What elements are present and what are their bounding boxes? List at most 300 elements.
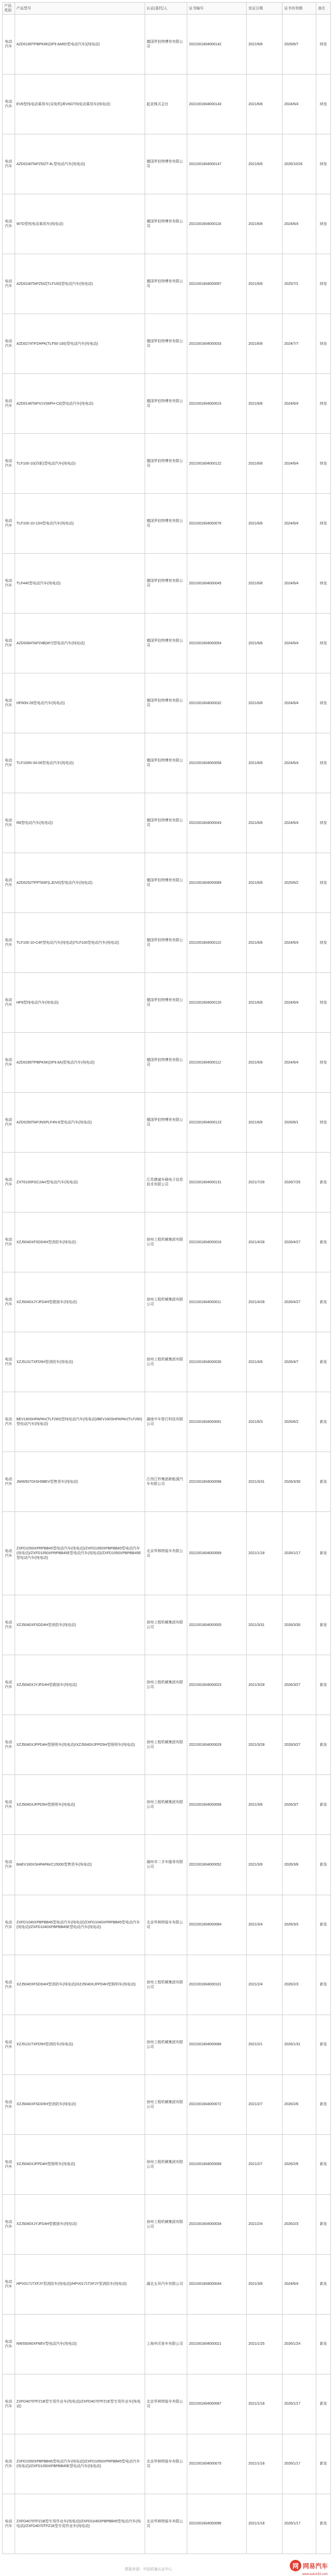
table-row (3, 1332, 331, 1392)
row-issue-date: 2021/3/9 (247, 1835, 283, 1895)
row-issue-date: 2021/6/8 (247, 494, 283, 554)
row-issue-date: 2021/2/7 (247, 2134, 283, 2194)
row-company: 德国罗伯特博世有限公司 (145, 1093, 187, 1153)
row-model: ZXFD1040XPBPBB45型电动汽车(纯电动)/ZXFD1040XPRPBB45型电动汽车(纯电动)/ZXFD1040XPBPBB45E型电动汽车(纯电动) (15, 1895, 145, 1955)
row-expire-date: 2024/6/4 (283, 2254, 316, 2314)
row-company: 徐州工程机械集团有限公司 (145, 2074, 187, 2134)
table-row (3, 1895, 331, 1955)
row-model: XZJ5040XJYJFD4H型救援车(纯电动) (15, 1655, 145, 1715)
row-model: BEV160SHPAPAV(TLF260)型纯电动汽车(纯电动)/BEV160SHPAPAV(TLF260)型电动汽车(纯电动) (15, 1392, 145, 1452)
row-model: AZD0084TAPZ4B(W7)型电动汽车(纯电动) (15, 614, 145, 673)
row-certificate: 2021001604000045 (187, 554, 247, 614)
row-category: 电动汽车 (3, 1512, 15, 1595)
brand-url: www.auto163.com (302, 2573, 328, 2576)
table-row (3, 374, 331, 434)
row-remark: 新发 (316, 2015, 331, 2074)
row-remark: 续发 (316, 554, 331, 614)
row-expire-date: 2026/3/7 (283, 1775, 316, 1835)
row-company: 德国罗伯特博世有限公司 (145, 973, 187, 1033)
row-certificate: 2021001604000096 (187, 2494, 247, 2554)
row-category: 电动汽车 (3, 2314, 15, 2374)
table-row (3, 1835, 331, 1895)
row-model: TLF100-10(四驱)型电动汽车(纯电动) (15, 434, 145, 494)
row-issue-date: 2021/6/8 (247, 614, 283, 673)
row-remark: 续发 (316, 494, 331, 554)
table-row (3, 1655, 331, 1715)
row-category: 电动汽车 (3, 1093, 15, 1153)
row-certificate: 2021001604000016 (187, 1212, 247, 1272)
row-expire-date: 2024/6/4 (283, 434, 316, 494)
row-certificate: 2021001604000029 (187, 1715, 247, 1775)
row-certificate: 2021001604000023 (187, 1655, 247, 1715)
row-company: 起亚株式会社 (145, 74, 187, 134)
row-model: HPV0171TXFJY型消防车(纯电动)/HPV0171TXFJY型消防车(纯电动) (15, 2254, 145, 2314)
row-category: 电动汽车 (3, 853, 15, 913)
table-row (3, 2374, 331, 2434)
row-company: 徐州工程机械集团有限公司 (145, 1955, 187, 2015)
row-category: 电动汽车 (3, 2134, 15, 2194)
row-model: XZJ5040XFSDD5H型消防车(纯电动) (15, 2074, 145, 2134)
table-row (3, 15, 331, 74)
row-certificate: 2021001604000030 (187, 1332, 247, 1392)
row-expire-date: 2026/3/27 (283, 1715, 316, 1775)
row-company: 上海申沃客车有限公司 (145, 2314, 187, 2374)
row-model: ZXFD1050XPBPBB45型电动汽车(纯电动)/ZXFD1050XPRPBB45型电动汽车(纯电动)/ZXFD1050XPBPBB45E型电动汽车(纯电动) (15, 2434, 145, 2494)
table-row (3, 2494, 331, 2554)
header-expire-date: 证书有效期 (283, 3, 316, 15)
table-row (3, 1595, 331, 1655)
row-remark: 新发 (316, 1452, 331, 1512)
row-model: AZD0260TAPJNSPLF4N-6型电动汽车(纯电动) (15, 1093, 145, 1153)
row-category: 电动汽车 (3, 733, 15, 793)
table-row (3, 494, 331, 554)
table-row (3, 1212, 331, 1272)
row-certificate: 2021001604000142 (187, 15, 247, 74)
row-expire-date: 2026/2/3 (283, 1955, 316, 2015)
row-company: 徐州工程机械集团有限公司 (145, 1332, 187, 1392)
row-certificate: 2021001604000043 (187, 793, 247, 853)
row-category: 电动汽车 (3, 254, 15, 314)
row-issue-date: 2021/3/4 (247, 1895, 283, 1955)
row-expire-date: 2024/6/4 (283, 673, 316, 733)
row-category: 电动汽车 (3, 2194, 15, 2254)
table-row (3, 2134, 331, 2194)
row-model: AZD0240TAPZ5IZT-4L型电动汽车(纯电动) (15, 134, 145, 194)
header-certificate: 证书编号 (187, 3, 247, 15)
row-expire-date: 2026/6/1 (283, 1093, 316, 1153)
row-certificate: 2021001604000098 (187, 1452, 247, 1512)
row-expire-date: 2025/6/2 (283, 853, 316, 913)
row-model: XZJ5040XFSDD4H型消防车(纯电动) (15, 1595, 145, 1655)
row-expire-date: 2026/1/31 (283, 2015, 316, 2074)
row-issue-date: 2021/6/8 (247, 374, 283, 434)
row-category: 电动汽车 (3, 1655, 15, 1715)
row-expire-date: 2026/3/3 (283, 1895, 316, 1955)
row-remark: 新发 (316, 1715, 331, 1775)
row-category: 电动汽车 (3, 973, 15, 1033)
row-issue-date: 2021/6/8 (247, 314, 283, 374)
row-issue-date: 2021/6/8 (247, 913, 283, 973)
row-category: 电动汽车 (3, 1835, 15, 1895)
row-company: 德国罗伯特博世有限公司 (145, 254, 187, 314)
row-remark: 新发 (316, 1835, 331, 1895)
row-expire-date: 2024/6/4 (283, 973, 316, 1033)
row-issue-date: 2021/6/8 (247, 254, 283, 314)
row-remark: 续发 (316, 793, 331, 853)
header-category: 产品类别 (3, 3, 15, 15)
row-expire-date: 2026/3/30 (283, 1452, 316, 1512)
row-model: XZJ5040XFSDD4H型消防车(纯电动) (15, 1212, 145, 1272)
row-issue-date: 2021/3/8 (247, 1775, 283, 1835)
row-certificate: 2021001604000005 (187, 1595, 247, 1655)
row-expire-date: 2026/7/25 (283, 1153, 316, 1212)
row-issue-date: 2021/6/8 (247, 1033, 283, 1093)
table-row (3, 2194, 331, 2254)
row-issue-date: 2021/6/8 (247, 15, 283, 74)
row-category: 电动汽车 (3, 15, 15, 74)
row-category: 电动汽车 (3, 1775, 15, 1835)
row-remark: 新发 (316, 2254, 331, 2314)
row-certificate: 2021001604000075 (187, 2434, 247, 2494)
row-category: 电动汽车 (3, 1715, 15, 1775)
row-expire-date: 2026/4/27 (283, 1272, 316, 1332)
header-model: 产品型号 (15, 3, 145, 15)
row-company: 徐州工程机械集团有限公司 (145, 2194, 187, 2254)
row-category: 电动汽车 (3, 134, 15, 194)
row-remark: 续发 (316, 1033, 331, 1093)
row-company: 德国罗伯特博世有限公司 (145, 134, 187, 194)
row-model: TLF100-10-12H型电动汽车(纯电动) (15, 494, 145, 554)
row-model: EV6型纯电动乘用车(双电机)/EV6GT纯电动乘用车(纯电动) (15, 74, 145, 134)
row-expire-date: 2026/6/7 (283, 15, 316, 74)
row-certificate: 2021001604000066 (187, 2015, 247, 2074)
row-category: 电动汽车 (3, 2015, 15, 2074)
row-issue-date: 2021/1/18 (247, 2434, 283, 2494)
certificate-table (2, 2, 331, 2554)
row-company: 江苏捷诚车载电子信息技术有限公司 (145, 1153, 187, 1212)
row-model: XZJ5040XFSDD4H型消防车(纯电动)/XZJ5040XJFPD4H型照明车(纯电动) (15, 1955, 145, 2015)
row-model: ZXT6100FGC2AH型电动汽车(纯电动) (15, 1153, 145, 1212)
row-model: XZJ5040XJFPD4H型照明车(纯电动) (15, 2134, 145, 2194)
row-expire-date: 2024/6/4 (283, 1033, 316, 1093)
row-company: 湖州市二手车服务有限公司 (145, 1835, 187, 1895)
row-category: 电动汽车 (3, 1153, 15, 1212)
table-row (3, 614, 331, 673)
row-remark: 续发 (316, 134, 331, 194)
row-model: XZJ5040XJFPD4H型照明车(纯电动)/XZJ5040XJFPD5H型照明车(纯电动) (15, 1715, 145, 1775)
row-issue-date: 2021/1/18 (247, 2374, 283, 2434)
row-category: 电动汽车 (3, 673, 15, 733)
row-model: ZXFD4070TFZ1B型专用作业车(纯电动)/ZXFD4070TFZ1E型专用作业车(纯电动) (15, 2374, 145, 2434)
row-category: 电动汽车 (3, 1452, 15, 1512)
table-row (3, 194, 331, 254)
row-expire-date: 2024/6/4 (283, 494, 316, 554)
row-category: 电动汽车 (3, 913, 15, 973)
row-company: 湖南中车智行科技有限公司 (145, 1392, 187, 1452)
row-category: 电动汽车 (3, 793, 15, 853)
row-remark: 新发 (316, 1153, 331, 1212)
row-model: XZJ5040XJYJFD4H型救援车(纯电动) (15, 1272, 145, 1332)
row-certificate: 2021001604000054 (187, 614, 247, 673)
table-header-row (3, 3, 331, 15)
row-certificate: 2021001604000122 (187, 434, 247, 494)
row-issue-date: 2021/3/28 (247, 1715, 283, 1775)
row-certificate: 2021001604000011 (187, 1272, 247, 1332)
row-certificate: 2021001604000008 (187, 1775, 247, 1835)
row-company: 德国罗伯特博世有限公司 (145, 374, 187, 434)
row-expire-date: 2024/6/4 (283, 194, 316, 254)
header-issue-date: 发证日期 (247, 3, 283, 15)
table-row (3, 2015, 331, 2074)
row-model: AZD0274TPZHPK(TLF50-100)型电动汽车(纯电动) (15, 314, 145, 374)
table-row (3, 1093, 331, 1153)
row-category: 电动汽车 (3, 374, 15, 434)
row-issue-date: 2021/6/8 (247, 554, 283, 614)
row-certificate: 2021001604000076 (187, 494, 247, 554)
row-category: 电动汽车 (3, 494, 15, 554)
row-company: 德国罗伯特博世有限公司 (145, 1033, 187, 1093)
row-issue-date: 2021/3/31 (247, 1452, 283, 1512)
row-expire-date: 2026/10/26 (283, 134, 316, 194)
table-row (3, 1715, 331, 1775)
row-category: 电动汽车 (3, 314, 15, 374)
row-expire-date: 2024/6/4 (283, 374, 316, 434)
row-remark: 新发 (316, 1775, 331, 1835)
table-body (3, 15, 331, 2554)
row-company: 德国罗伯特博世有限公司 (145, 733, 187, 793)
row-expire-date: 2026/1/17 (283, 2374, 316, 2434)
row-remark: 续发 (316, 434, 331, 494)
row-category: 电动汽车 (3, 74, 15, 134)
brand-logo[interactable] (290, 2558, 328, 2576)
row-company: 北京华林特装车有限公司 (145, 1512, 187, 1595)
row-expire-date: 2026/2/6 (283, 2074, 316, 2134)
row-certificate: 2021001604000072 (187, 2074, 247, 2134)
table-row (3, 853, 331, 913)
row-category: 电动汽车 (3, 1272, 15, 1332)
row-certificate: 2021001604000084 (187, 1895, 247, 1955)
row-issue-date: 2021/1/18 (247, 2494, 283, 2554)
row-remark: 续发 (316, 673, 331, 733)
table-row (3, 2314, 331, 2374)
row-remark: 续发 (316, 374, 331, 434)
row-model: HF8型纯电动汽车(纯电动) (15, 973, 145, 1033)
row-category: 电动汽车 (3, 1392, 15, 1452)
row-issue-date: 2021/6/8 (247, 1093, 283, 1153)
row-certificate: 2021001604000032 (187, 673, 247, 733)
row-remark: 新发 (316, 1332, 331, 1392)
row-remark: 新发 (316, 1655, 331, 1715)
row-category: 电动汽车 (3, 1595, 15, 1655)
row-certificate: 2021001604000087 (187, 2374, 247, 2434)
row-category: 电动汽车 (3, 2254, 15, 2314)
row-company: 北京华林特装车有限公司 (145, 2374, 187, 2434)
row-category: 电动汽车 (3, 194, 15, 254)
row-company: 德国罗伯特博世有限公司 (145, 434, 187, 494)
row-company: 北京华林特装车有限公司 (145, 2494, 187, 2554)
row-company: 江西江铃集团新能源汽车有限公司 (145, 1452, 187, 1512)
row-certificate: 2021001604000034 (187, 2194, 247, 2254)
row-issue-date: 2021/6/8 (247, 673, 283, 733)
row-certificate: 2021001604000101 (187, 1955, 247, 2015)
row-remark: 续发 (316, 194, 331, 254)
row-certificate: 2021001604000143 (187, 74, 247, 134)
table-row (3, 913, 331, 973)
row-expire-date: 2025/7/1 (283, 254, 316, 314)
row-category: 电动汽车 (3, 1212, 15, 1272)
row-company: 德国罗伯特博世有限公司 (145, 494, 187, 554)
row-issue-date: 2021/2/4 (247, 2194, 283, 2254)
footer (0, 2555, 333, 2576)
row-remark: 新发 (316, 2374, 331, 2434)
row-company: 德国罗伯特博世有限公司 (145, 793, 187, 853)
row-model: HF60N-28型电动汽车(纯电动) (15, 673, 145, 733)
row-certificate: 2021001604000110 (187, 913, 247, 973)
row-model: AZD0185TPBPK6K(DF9.6ARD型电动汽车)(纯电动) (15, 15, 145, 74)
row-issue-date: 2021/6/8 (247, 434, 283, 494)
row-model: R8型电动汽车(纯电动) (15, 793, 145, 853)
row-category: 电动汽车 (3, 2074, 15, 2134)
row-expire-date: 2024/7/7 (283, 314, 316, 374)
row-model: TLF100-10-C4F型电动汽车(纯电动)/TLF100型电动汽车(纯电动) (15, 913, 145, 973)
row-certificate: 2021001604000147 (187, 134, 247, 194)
row-expire-date: 2024/6/4 (283, 793, 316, 853)
row-remark: 新发 (316, 2434, 331, 2494)
row-issue-date: 2021/2/4 (247, 1955, 283, 2015)
row-expire-date: 2026/1/17 (283, 1512, 316, 1595)
row-model: BAEV160XSHPAPAVC15000型售货车(纯电动) (15, 1835, 145, 1895)
row-certificate: 2021001604000123 (187, 1093, 247, 1153)
row-model: AZD0146TAPX1V(WFH-Cli)型电动汽车(纯电动) (15, 374, 145, 434)
row-expire-date: 2026/3/8 (283, 1835, 316, 1895)
table-row (3, 793, 331, 853)
row-company: 徐州工程机械集团有限公司 (145, 1775, 187, 1835)
row-model: ZXFD4070TFZ1B型专用作业车(纯电动)/ZXFD1040XPBPBB45型电动汽车(纯电动)/ZXFD4070TFZ1E型专用作业车(纯电动) (15, 2494, 145, 2554)
row-model: NWS5040XFNEV型电动汽车(纯电动) (15, 2314, 145, 2374)
row-model: XZJ5040XJYJFD4H型救援车(纯电动) (15, 2194, 145, 2254)
row-company: 徐州工程机械集团有限公司 (145, 1212, 187, 1272)
table-row (3, 434, 331, 494)
row-remark: 新发 (316, 2194, 331, 2254)
row-category: 电动汽车 (3, 1955, 15, 2015)
row-expire-date: 2024/6/4 (283, 74, 316, 134)
row-issue-date: 2021/6/8 (247, 733, 283, 793)
row-model: JWW5070XSH5BEV型售货车(纯电动) (15, 1452, 145, 1512)
row-remark: 续发 (316, 15, 331, 74)
row-expire-date: 2026/2/6 (283, 2134, 316, 2194)
row-category: 电动汽车 (3, 554, 15, 614)
row-remark: 续发 (316, 973, 331, 1033)
row-certificate: 2021001604000097 (187, 254, 247, 314)
table-row (3, 2074, 331, 2134)
table-row (3, 74, 331, 134)
table-row (3, 1955, 331, 2015)
table-row (3, 134, 331, 194)
row-certificate: 2021001604000021 (187, 2314, 247, 2374)
table-row (3, 254, 331, 314)
row-company: 德国罗伯特博世有限公司 (145, 15, 187, 74)
row-category: 电动汽车 (3, 434, 15, 494)
row-certificate: 2021001604000089 (187, 853, 247, 913)
row-company: 徐州工程机械集团有限公司 (145, 2015, 187, 2074)
row-issue-date: 2021/6/3 (247, 1392, 283, 1452)
row-issue-date: 2021/6/8 (247, 793, 283, 853)
row-certificate: 2021001604000068 (187, 2134, 247, 2194)
row-remark: 新发 (316, 1895, 331, 1955)
footer-caption: 数据来源：中国质量认证中心 (125, 2568, 172, 2571)
row-issue-date: 2021/6/8 (247, 853, 283, 913)
row-certificate: 2021001604000052 (187, 1835, 247, 1895)
row-remark: 新发 (316, 1272, 331, 1332)
row-expire-date: 2024/6/4 (283, 913, 316, 973)
row-certificate: 2021001604000044 (187, 2254, 247, 2314)
row-expire-date: 2024/6/4 (283, 733, 316, 793)
row-company: 徐州工程机械集团有限公司 (145, 2134, 187, 2194)
row-model: TLF100N-34-06型电动汽车(纯电动) (15, 733, 145, 793)
row-category: 电动汽车 (3, 2434, 15, 2494)
row-issue-date: 2021/6/8 (247, 74, 283, 134)
table-row (3, 1392, 331, 1452)
table-row (3, 2254, 331, 2314)
row-model: AZD0252TPPTA5F(LJDV0)型电动汽车(纯电动) (15, 853, 145, 913)
row-certificate: 2021001604000091 (187, 1392, 247, 1452)
row-expire-date: 2026/4/7 (283, 1332, 316, 1392)
row-issue-date: 2021/2/7 (247, 2074, 283, 2134)
row-model: W7D型纯电动乘用车(纯电动) (15, 194, 145, 254)
table-row (3, 1033, 331, 1093)
row-company: 德国罗伯特博世有限公司 (145, 614, 187, 673)
row-certificate: 2021001604000069 (187, 1512, 247, 1595)
table-row (3, 1512, 331, 1595)
row-company: 徐州工程机械集团有限公司 (145, 1272, 187, 1332)
table-row (3, 1452, 331, 1512)
row-issue-date: 2021/2/1 (247, 2015, 283, 2074)
row-remark: 新发 (316, 2494, 331, 2554)
row-remark: 续发 (316, 254, 331, 314)
row-expire-date: 2026/1/17 (283, 2494, 316, 2554)
row-remark: 新发 (316, 2074, 331, 2134)
row-certificate: 2021001604000058 (187, 733, 247, 793)
table-row (3, 973, 331, 1033)
row-issue-date: 2021/4/8 (247, 1332, 283, 1392)
row-model: AZD0240TAPZ5IZ(TLF100)型电动汽车(纯电动) (15, 254, 145, 314)
row-category: 电动汽车 (3, 1033, 15, 1093)
row-model: ZXFD1050XPRPBB45型电动汽车(纯电动)/ZXFD1050XPBPBB45型电动汽车(纯电动)/ZXFD1050XPRPBB45E型电动汽车(纯电动)/ZXFD1050XPBPBB45E型电动汽车(纯电动) (15, 1512, 145, 1595)
row-remark: 续发 (316, 314, 331, 374)
row-issue-date: 2021/1/18 (247, 1512, 283, 1595)
row-remark: 新发 (316, 1392, 331, 1452)
row-issue-date: 2021/4/28 (247, 1212, 283, 1272)
row-category: 电动汽车 (3, 1895, 15, 1955)
row-issue-date: 2021/6/8 (247, 973, 283, 1033)
row-company: 德国罗伯特博世有限公司 (145, 913, 187, 973)
row-issue-date: 2021/6/8 (247, 134, 283, 194)
table-row (3, 733, 331, 793)
header-company: 认证(委托)人 (145, 3, 187, 15)
row-remark: 续发 (316, 853, 331, 913)
row-issue-date: 2021/6/8 (247, 194, 283, 254)
table-row (3, 1153, 331, 1212)
row-expire-date: 2024/6/4 (283, 614, 316, 673)
row-category: 电动汽车 (3, 1332, 15, 1392)
row-remark: 新发 (316, 1955, 331, 2015)
row-company: 徐州工程机械集团有限公司 (145, 1655, 187, 1715)
row-remark: 新发 (316, 1512, 331, 1595)
row-certificate: 2021001604000120 (187, 973, 247, 1033)
row-company: 德国罗伯特博世有限公司 (145, 554, 187, 614)
row-certificate: 2021001604000112 (187, 1033, 247, 1093)
row-category: 电动汽车 (3, 614, 15, 673)
